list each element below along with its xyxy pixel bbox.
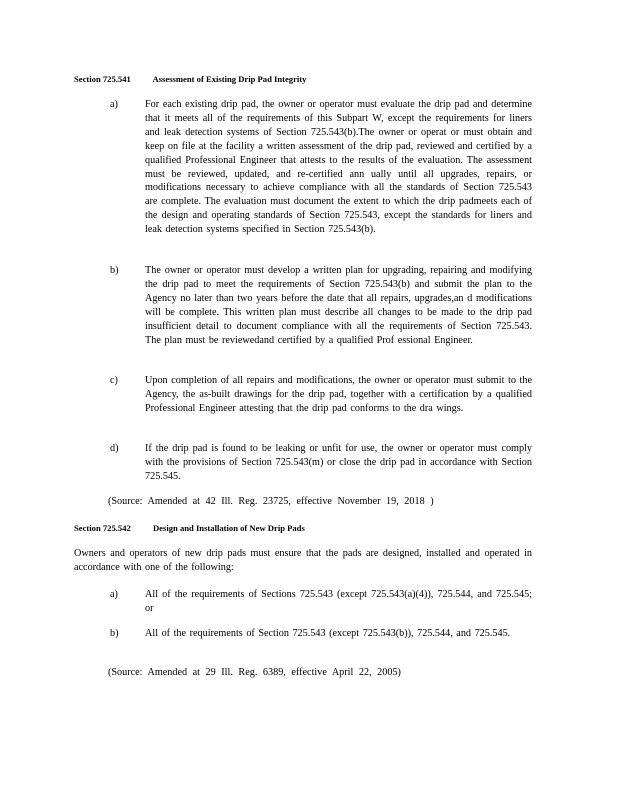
section-542-title: Design and Installation of New Drip Pads [152, 523, 305, 533]
section-542-number: Section 725.542 [74, 523, 131, 533]
item-a-text: For each existing drip pad, the owner or operator must evaluate the drip pad and determine that it meets all of the requirements of this Subpart W, except the requirements for liners and leak detection systems of Section 725.543(b).The owner or operat or must obtain and keep on file at the facility a written assessment of the drip pad, reviewed and certified by a qualified Professional Engineer that attests to the results of the evaluation. The assessment must be reviewed, updated, and re-certified ann ually until all upgrades, repairs, or modifications necessary to achieve compliance with all the standards of Section 725.543 are complete. The evaluation must document the extent to which the drip padmeets each of the design and operating standards of Section 725.543, except the standards for liners and leak detection systems specified in Section 725.543(b). [145, 99, 532, 236]
item-542-a-text: All of the requirements of Sections 725.543 (except 725.543(a)(4)), 725.544, and 725.545; or [145, 589, 532, 614]
item-542-b-label: b) [110, 628, 119, 639]
source-note-542: (Source: Amended at 29 Ill. Reg. 6389, effective April 22, 2005) [108, 667, 401, 678]
section-541-heading [74, 73, 326, 87]
item-c-label: c) [110, 375, 118, 386]
section-541-number: Section 725.541 [74, 74, 131, 84]
item-d-text: If the drip pad is found to be leaking or unfit for use, the owner or operator must comply with the provisions of Section 725.543(m) or close the drip pad in accordance with Section 725.545. [145, 443, 532, 482]
item-542-a-label: a) [110, 589, 118, 600]
section-542-heading [74, 522, 325, 536]
item-c-text: Upon completion of all repairs and modifications, the owner or operator must submit to the Agency, the as-built drawings for the drip pad, together with a certification by a qualified Professional Engineer attesting that the drip pad conforms to the dra wings. [145, 375, 532, 414]
section-541-title: Assessment of Existing Drip Pad Integrity [152, 74, 307, 84]
item-d-label: d) [110, 443, 119, 454]
item-b-text: The owner or operator must develop a written plan for upgrading, repairing and modifying the drip pad to meet the requirements of Section 725.543(b) and submit the plan to the Agency no later than two years before the date that all repairs, upgrades,an d modifications will be complete. This written plan must describe all changes to be made to the drip pad insufficient detail to document compliance with all the requirements of Section 725.543. The plan must be reviewedand certified by a qualified Prof essional Engineer. [145, 265, 532, 346]
item-542-b-text: All of the requirements of Section 725.543 (except 725.543(b)), 725.544, and 725.545. [145, 628, 511, 639]
section-542-intro: Owners and operators of new drip pads must ensure that the pads are designed, installed and operated in accordance with one of the following: [74, 548, 532, 573]
item-a-label: a) [110, 99, 118, 110]
source-note-541: (Source: Amended at 42 Ill. Reg. 23725, effective November 19, 2018 ) [108, 496, 434, 507]
item-b-label: b) [110, 265, 119, 276]
